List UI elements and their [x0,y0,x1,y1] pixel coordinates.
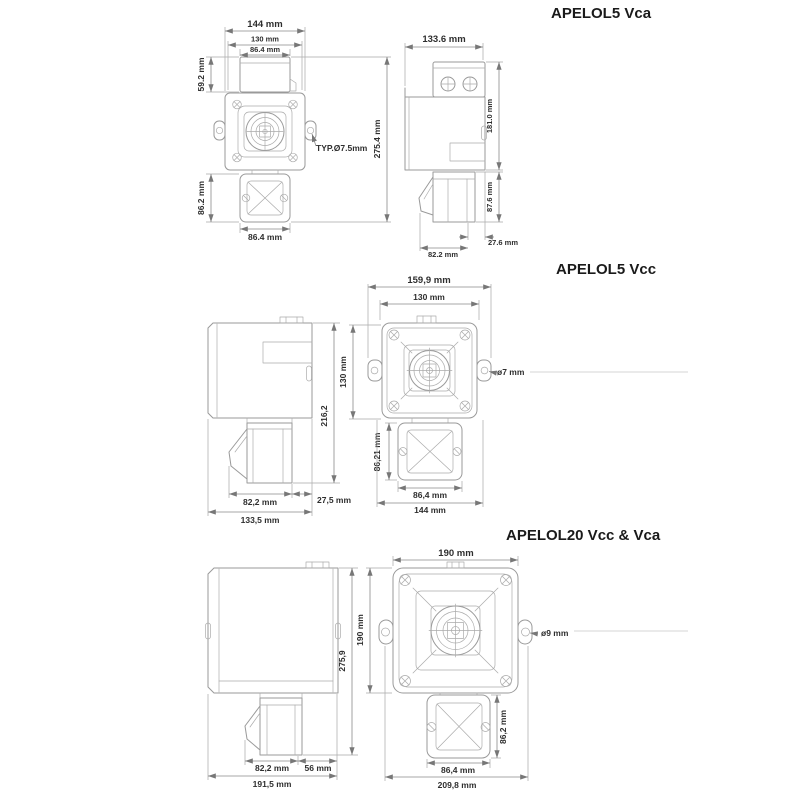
section-title-apelol5-vca: APELOL5 Vca [551,5,652,22]
horn [240,170,290,222]
mounting-ear-left [214,121,225,140]
mounting-ear-right [518,620,532,644]
dim-width-body: 130 mm [413,292,445,302]
cable-gland [441,77,455,91]
apelol5-vcc-side-view [208,317,351,525]
apelol5-vca-side-view [405,34,518,259]
mounting-ear-left [379,620,393,644]
apelol5-vca-front-view [196,19,391,242]
side-horn [419,172,475,222]
dim-width-bottom-overall: 209,8 mm [437,780,477,790]
flange [214,93,316,170]
dim-width-horn: 86,4 mm [412,490,448,500]
dim-hole-callout: TYP.Ø7.5mm [316,143,368,153]
side-body [208,317,312,418]
horn [398,418,462,480]
mounting-ear-left [368,360,382,381]
dim-hole-callout: ø9 mm [541,628,569,638]
mounting-ear-right [477,360,491,381]
cable-gland [463,77,477,91]
front-dimensions [355,548,688,790]
dim-depth-overall: 191,5 mm [252,779,292,789]
dim-height-horn: 86,2 mm [498,709,508,745]
xenon-lens [407,348,452,393]
horn [427,693,490,758]
apelol20-side-view [206,562,359,789]
flange [379,562,532,693]
dim-depth-horn: 82,2 mm [242,497,278,507]
dim-width-horn: 86.4 mm [247,232,283,242]
dim-depth-horn: 82.2 mm [427,250,459,259]
side-body [206,562,341,693]
side-horn [229,418,292,483]
dim-depth-offset: 27,5 mm [317,495,352,505]
dim-height-overall: 216,2 [319,405,329,427]
terminal-box [433,62,485,97]
dim-hole-callout: ø7 mm [497,367,525,377]
dim-height-body: 130 mm [338,356,348,388]
dim-depth-offset: 56 mm [304,763,332,773]
side-body [405,88,487,170]
dim-height-horn: 87.6 mm [485,181,494,213]
dim-width-top: 86.4 mm [249,45,281,54]
section-title-apelol5-vcc: APELOL5 Vcc [556,261,657,278]
front-dimensions [338,275,688,515]
side-dimensions [208,323,351,525]
flange [368,316,491,418]
side-horn [245,693,302,755]
dim-height-body: 181.0 mm [485,98,494,134]
section-title-apelol20: APELOL20 Vcc & Vca [506,527,661,544]
dim-width-body: 130 mm [251,34,279,44]
dim-height-horn: 86.2 mm [196,180,206,216]
dim-depth-offset: 27.6 mm [488,238,519,247]
mounting-ear-right [305,121,316,140]
dim-depth-horn: 82,2 mm [254,763,290,773]
dim-height-body: 190 mm [355,614,365,646]
dim-height-overall: 275.4 mm [372,119,382,159]
dim-height-overall: 275,9 [337,650,347,672]
apelol20-front-view [355,548,688,790]
dim-width-overall: 159,9 mm [407,275,451,286]
dim-width-horn: 86,4 mm [440,765,476,775]
dim-height-top-box: 59.2 mm [196,57,206,92]
xenon-lens [246,113,284,151]
side-dimensions [208,568,358,789]
top-box [240,57,296,92]
dim-width-overall: 190 mm [438,548,474,559]
xenon-lens [429,604,482,657]
dim-depth-overall: 133,5 mm [240,515,280,525]
apelol5-vcc-front-view [338,275,688,515]
dim-width-flange: 144 mm [414,505,446,515]
dim-height-horn: 86,21 mm [372,432,382,472]
dim-width-overall: 144 mm [247,19,283,30]
dim-depth-overall: 133.6 mm [422,34,466,45]
